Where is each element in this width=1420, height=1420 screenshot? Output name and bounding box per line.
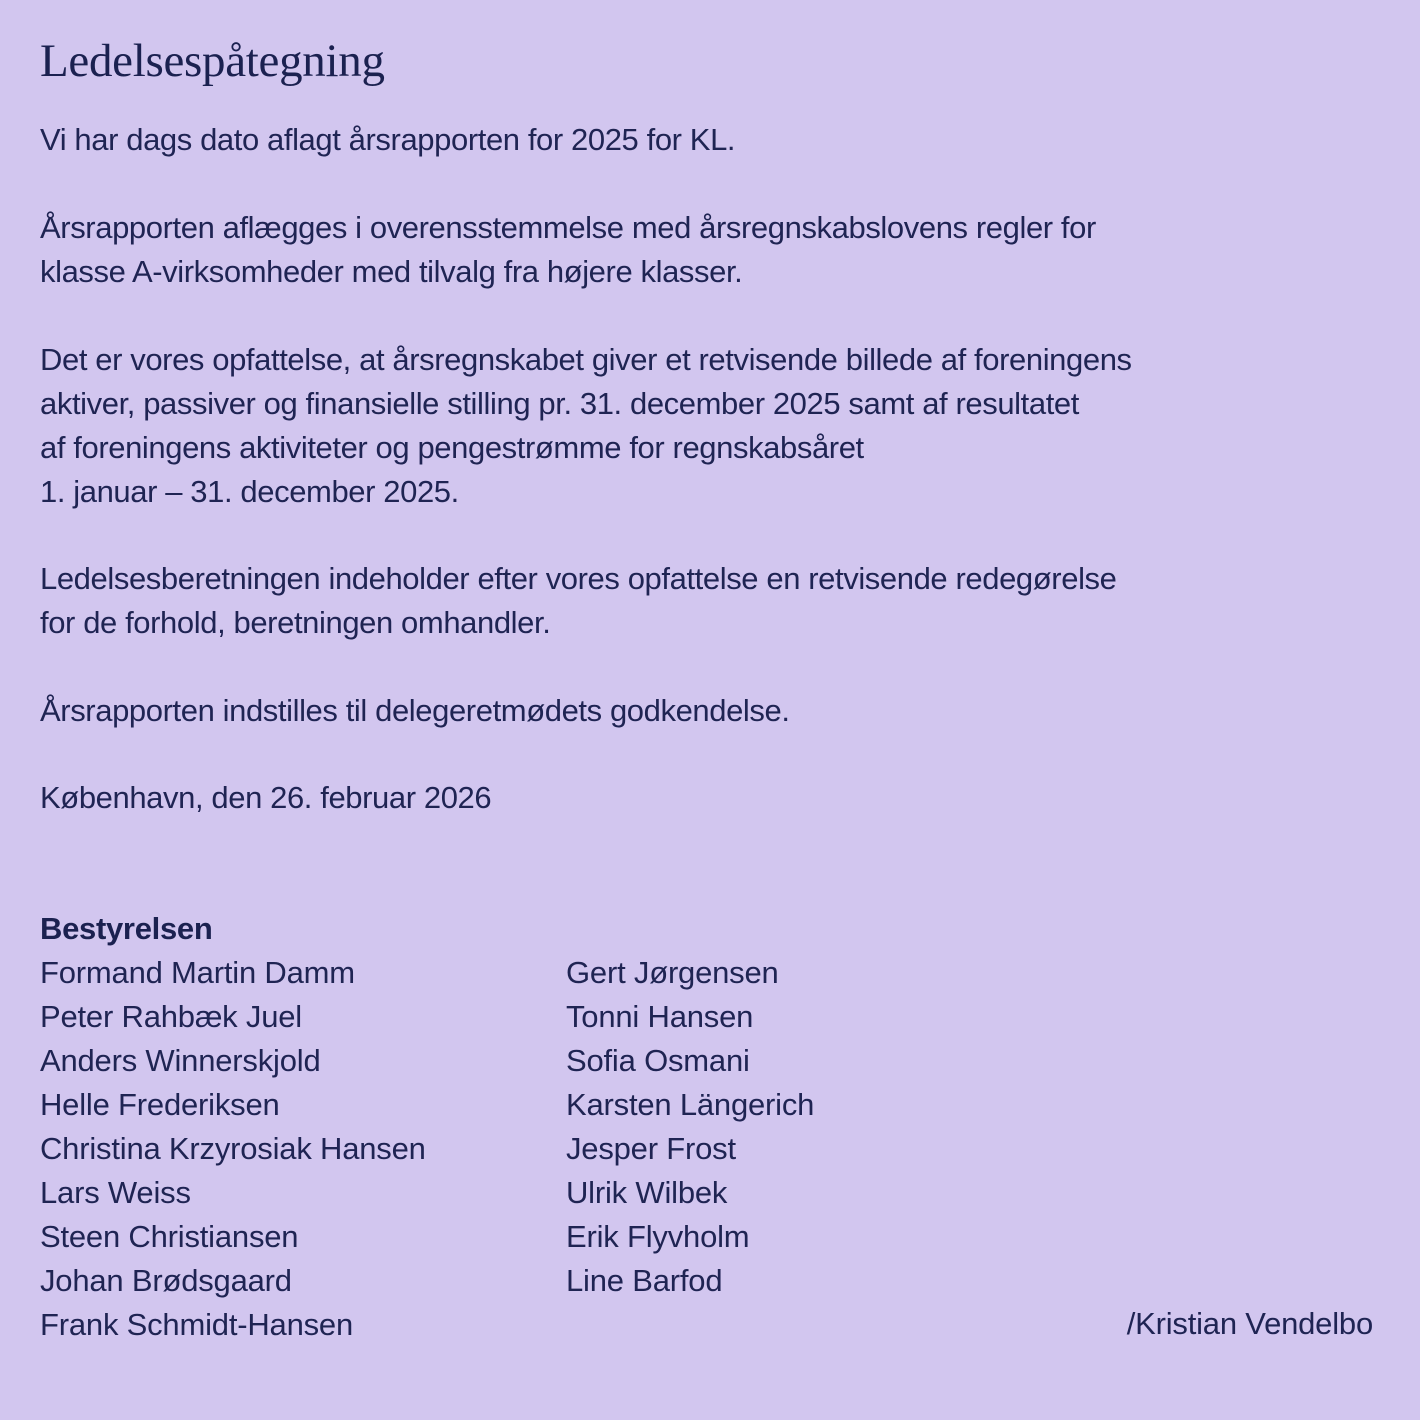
- board-members-right-column: [566, 951, 814, 1303]
- board-member: Christina Krzyrosiak Hansen: [40, 1131, 426, 1166]
- board-member: Line Barfod: [566, 1263, 723, 1298]
- paragraph-line: København, den 26. februar 2026: [40, 780, 492, 815]
- board-member: Peter Rahbæk Juel: [40, 999, 302, 1034]
- board-member: Helle Frederiksen: [40, 1087, 280, 1122]
- paragraph-line: Vi har dags dato aflagt årsrapporten for 2025 for KL.: [40, 122, 736, 157]
- paragraph-line: af foreningens aktiviteter og pengestrømme for regnskabsåret: [40, 430, 864, 465]
- paragraph-report-presented: [40, 118, 735, 162]
- board-member: Johan Brødsgaard: [40, 1263, 292, 1298]
- board-members-left-column: [40, 951, 426, 1347]
- board-member: Formand Martin Damm: [40, 955, 355, 990]
- board-member: Lars Weiss: [40, 1175, 191, 1210]
- board-member: Ulrik Wilbek: [566, 1175, 728, 1210]
- board-member: Sofia Osmani: [566, 1043, 750, 1078]
- board-member: Frank Schmidt-Hansen: [40, 1307, 354, 1342]
- paragraph-management-review: [40, 557, 1117, 645]
- extra-signature: /Kristian Vendelbo: [1126, 1306, 1373, 1341]
- board-member: Jesper Frost: [566, 1131, 736, 1166]
- paragraph-line: for de forhold, beretningen omhandler.: [40, 605, 551, 640]
- paragraph-line: Det er vores opfattelse, at årsregnskabet giver et retvisende billede af foreningens: [40, 342, 1132, 377]
- paragraph-line: Årsrapporten aflægges i overensstemmelse med årsregnskabslovens regler for: [40, 210, 1096, 245]
- board-member: Steen Christiansen: [40, 1219, 299, 1254]
- paragraph-accounting-rules: [40, 206, 1096, 294]
- board-member: Erik Flyvholm: [566, 1219, 750, 1254]
- paragraph-line: 1. januar – 31. december 2025.: [40, 474, 459, 509]
- page-title: Ledelsespåtegning: [40, 35, 385, 87]
- paragraph-line: klasse A-virksomheder med tilvalg fra højere klasser.: [40, 254, 743, 289]
- paragraph-line: aktiver, passiver og finansielle stilling pr. 31. december 2025 samt af resultatet: [40, 386, 1079, 421]
- paragraph-line: Årsrapporten indstilles til delegeretmødets godkendelse.: [40, 693, 790, 728]
- paragraph-line: Ledelsesberetningen indeholder efter vores opfattelse en retvisende redegørelse: [40, 561, 1117, 596]
- place-and-date: [40, 776, 491, 820]
- board-member: Tonni Hansen: [566, 999, 754, 1034]
- board-heading: Bestyrelsen: [40, 911, 213, 946]
- paragraph-approval-recommendation: [40, 689, 790, 733]
- board-member: Gert Jørgensen: [566, 955, 779, 990]
- board-member: Karsten Längerich: [566, 1087, 815, 1122]
- paragraph-true-fair-view: [40, 338, 1132, 514]
- board-member: Anders Winnerskjold: [40, 1043, 321, 1078]
